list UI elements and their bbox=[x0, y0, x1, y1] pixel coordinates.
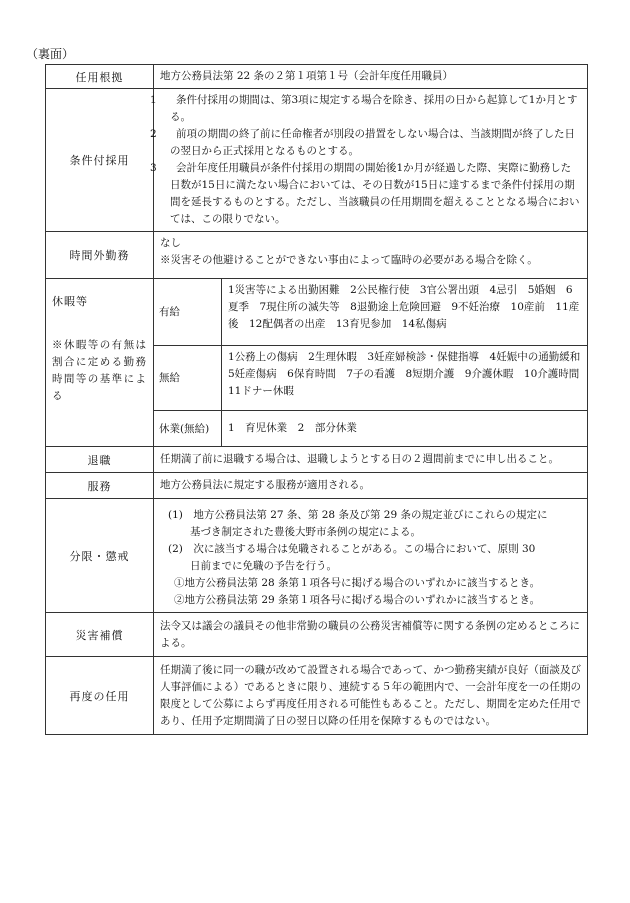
page-label: （裏面） bbox=[26, 47, 75, 61]
terms-table bbox=[45, 64, 591, 735]
reappointment-label: 再度の任用 bbox=[46, 657, 154, 735]
leave-subtable bbox=[154, 279, 591, 446]
overtime-content bbox=[154, 232, 588, 279]
discipline-content bbox=[154, 499, 588, 613]
discipline-item1-a: (1) 地方公務員法第 27 条、第 28 条及び第 29 条の規定並びにこれらの規定に bbox=[168, 509, 548, 521]
row-retirement bbox=[46, 447, 588, 473]
leave-paid-row bbox=[154, 279, 587, 345]
discipline-label: 分限・懲戒 bbox=[46, 499, 154, 613]
disaster-text: 法令又は議会の議員その他非常勤の職員の公務災害補償等に関する条例の定めるところによる。 bbox=[154, 613, 588, 657]
leave-label-cell bbox=[46, 279, 154, 447]
retirement-label: 退職 bbox=[46, 447, 154, 473]
leave-content bbox=[154, 279, 591, 447]
leave-unpaid-row bbox=[154, 345, 587, 410]
leave-label: 休暇等 bbox=[52, 295, 88, 308]
row-disaster bbox=[46, 613, 588, 657]
conditional-item-3: 3 会計年度任用職員が条件付採用の期間の開始後1か月が経過した際、実際に勤務した日数が15日に満たない場合においては、その日数が15日に達するまで条件付採用の期間を延長するものとする。ただし、当該職員の任用期間を超えることとなる場合においては、この限りでない。 bbox=[150, 162, 580, 225]
disaster-label: 災害補償 bbox=[46, 613, 154, 657]
discipline-sub2: ②地方公務員法第 29 条第１項各号に掲げる場合のいずれかに該当するとき。 bbox=[174, 594, 541, 606]
row-basis bbox=[46, 65, 588, 89]
discipline-item1-b: 基づき制定された豊後大野市条例の規定による。 bbox=[190, 526, 421, 538]
leave-paid-text: 1災害等による出勤困難 2公民権行使 3官公署出頭 4忌引 5婚姻 6夏季 7現住所の滅失等 8退勤途上危険回避 9不妊治療 10産前 11産後 12配偶者の出産 13育児参加 14私傷病 bbox=[228, 284, 580, 330]
conditional-label: 条件付採用 bbox=[46, 89, 154, 232]
leave-note: ※休暇等の有無は割合に定める勤務時間等の基準による bbox=[52, 339, 147, 402]
basis-label: 任用根拠 bbox=[46, 65, 154, 89]
retirement-text: 任期満了前に退職する場合は、退職しようとする日の２週間前までに申し出ること。 bbox=[154, 447, 588, 473]
row-service bbox=[46, 473, 588, 499]
leave-unpaid-label: 無給 bbox=[154, 345, 222, 410]
leave-paid-label: 有給 bbox=[154, 279, 222, 345]
conditional-item-2: 2 前項の期間の終了前に任命権者が別段の措置をしない場合は、当該期間が終了した日の翌日から正式採用となるものとする。 bbox=[150, 128, 575, 157]
conditional-content bbox=[150, 89, 588, 232]
overtime-label: 時間外勤務 bbox=[46, 232, 154, 279]
row-overtime bbox=[46, 232, 588, 279]
basis-text: 地方公務員法第 22 条の２第１項第１号（会計年度任用職員） bbox=[154, 65, 588, 89]
service-label: 服務 bbox=[46, 473, 154, 499]
discipline-sub1: ①地方公務員法第 28 条第１項各号に掲げる場合のいずれかに該当するとき。 bbox=[174, 577, 541, 589]
overtime-line2: ※災害その他避けることができない事由によって臨時の必要がある場合を除く。 bbox=[160, 254, 538, 266]
leave-absence-text: 1 育児休業 2 部分休業 bbox=[222, 410, 588, 446]
overtime-line1: なし bbox=[160, 237, 181, 249]
leave-unpaid-text: 1公務上の傷病 2生理休暇 3妊産婦検診・保健指導 4妊娠中の通勤緩和 5妊産傷病 6保育時間 7子の看護 8短期介護 9介護休暇 10介護時間 11ドナー休暇 bbox=[222, 345, 588, 410]
row-leave bbox=[46, 279, 588, 447]
leave-absence-label: 休業(無給) bbox=[154, 410, 222, 446]
discipline-item2-a: (2) 次に該当する場合は免職されることがある。この場合において、原則 30 bbox=[168, 543, 536, 555]
discipline-item2-b: 日前までに免職の予告を行う。 bbox=[190, 560, 337, 572]
leave-absence-row bbox=[154, 410, 587, 446]
reappointment-text: 任期満了後に同一の職が改めて設置される場合であって、かつ勤務実績が良好（面談及び人事評価による）であるときに限り、連続する５年の範囲内で、一会計年度を一の任期の限度として公募によらず再度任用される可能性もあること。ただし、期間を定めた任用であり、任用予定期間満了日の翌日以降の任用を保障するものではない。 bbox=[154, 657, 588, 735]
conditional-item-1: 1 条件付採用の期間は、第3項に規定する場合を除き、採用の日から起算して1か月とする。 bbox=[150, 94, 578, 123]
row-reappointment bbox=[46, 657, 588, 735]
service-text: 地方公務員法に規定する服務が適用される。 bbox=[154, 473, 588, 499]
row-conditional bbox=[46, 89, 588, 232]
row-discipline bbox=[46, 499, 588, 613]
